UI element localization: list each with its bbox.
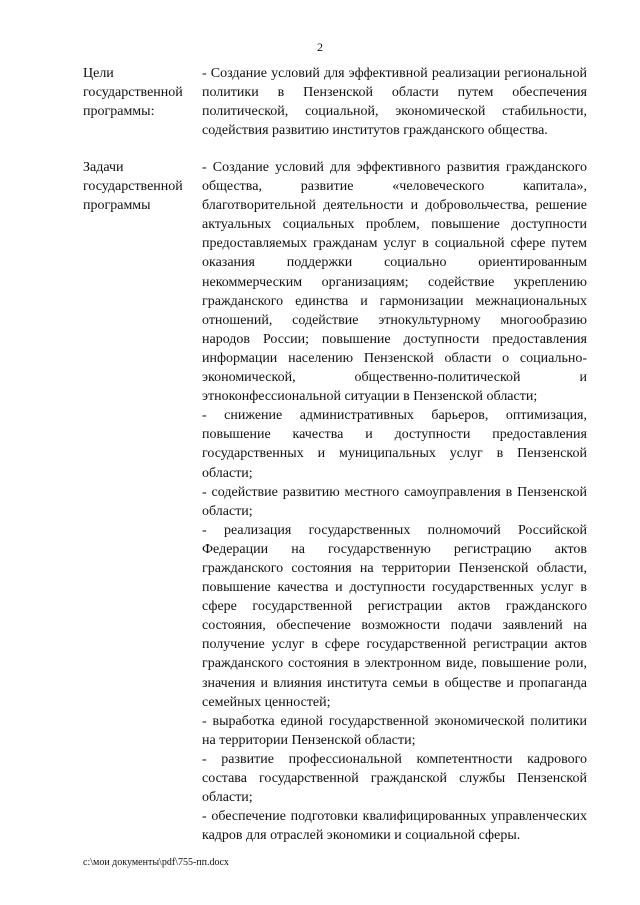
tasks-paragraph-3: - содействие развитию местного самоуправления в Пензенской области; <box>202 484 587 519</box>
footer-file-path: c:\мои документы\pdf\755-пп.docx <box>83 857 229 868</box>
tasks-paragraph-1: - Создание условий для эффективного развития гражданского общества, развитие «человеческого капитала», благотворительной деятельности и добровольчества, решение актуальных социальных проблем, повышение доступности предоставляемых гражданам услуг в социальной сфере путем оказания поддержки социально ориентированным некоммерческим организациям; содействие укреплению гражданского единства и гармонизации межнациональных отношений, содействие этнокультурному многообразию народов России; повышение доступности предоставления информации населению Пензенской области о социально-экономической, общественно-политической и этноконфессиональной ситуации в Пензенской области; <box>202 160 587 405</box>
goals-label: Цели государственной программы: <box>83 66 183 120</box>
tasks-paragraph-2: - снижение административных барьеров, оптимизация, повышение качества и доступности предоставления государственных и муниципальных услуг в Пензенской области; <box>202 408 587 481</box>
tasks-paragraph-5: - выработка единой государственной экономической политики на территории Пензенской области; <box>202 713 587 748</box>
goals-content <box>202 64 587 140</box>
goals-paragraph: - Создание условий для эффективной реализации региональной политики в Пензенской области путем обеспечения политической, социальной, экономической стабильности, содействия развитию институтов гражданского общества. <box>202 66 587 139</box>
page-number: 2 <box>317 40 323 54</box>
tasks-paragraph-6: - развитие профессиональной компетентности кадрового состава государственной гражданской службы Пензенской области; <box>202 751 587 806</box>
tasks-content <box>202 158 587 845</box>
tasks-paragraph-4: - реализация государственных полномочий Российской Федерации на государственную регистрацию актов гражданского состояния на территории Пензенской области, повышение качества и доступности государственных услуг в сфере государственной регистрации актов гражданского состояния, обеспечение возможности подачи заявлений на получение услуг в сфере государственной регистрации актов гражданского состояния в электронном виде, повышение роли, значения и влияния института семьи в обществе и пропаганда семейных ценностей; <box>202 522 587 710</box>
tasks-label: Задачи государственной программы <box>83 160 183 214</box>
tasks-paragraph-7: - обеспечение подготовки квалифицированных управленческих кадров для отраслей экономики и социальной сферы. <box>202 809 587 844</box>
